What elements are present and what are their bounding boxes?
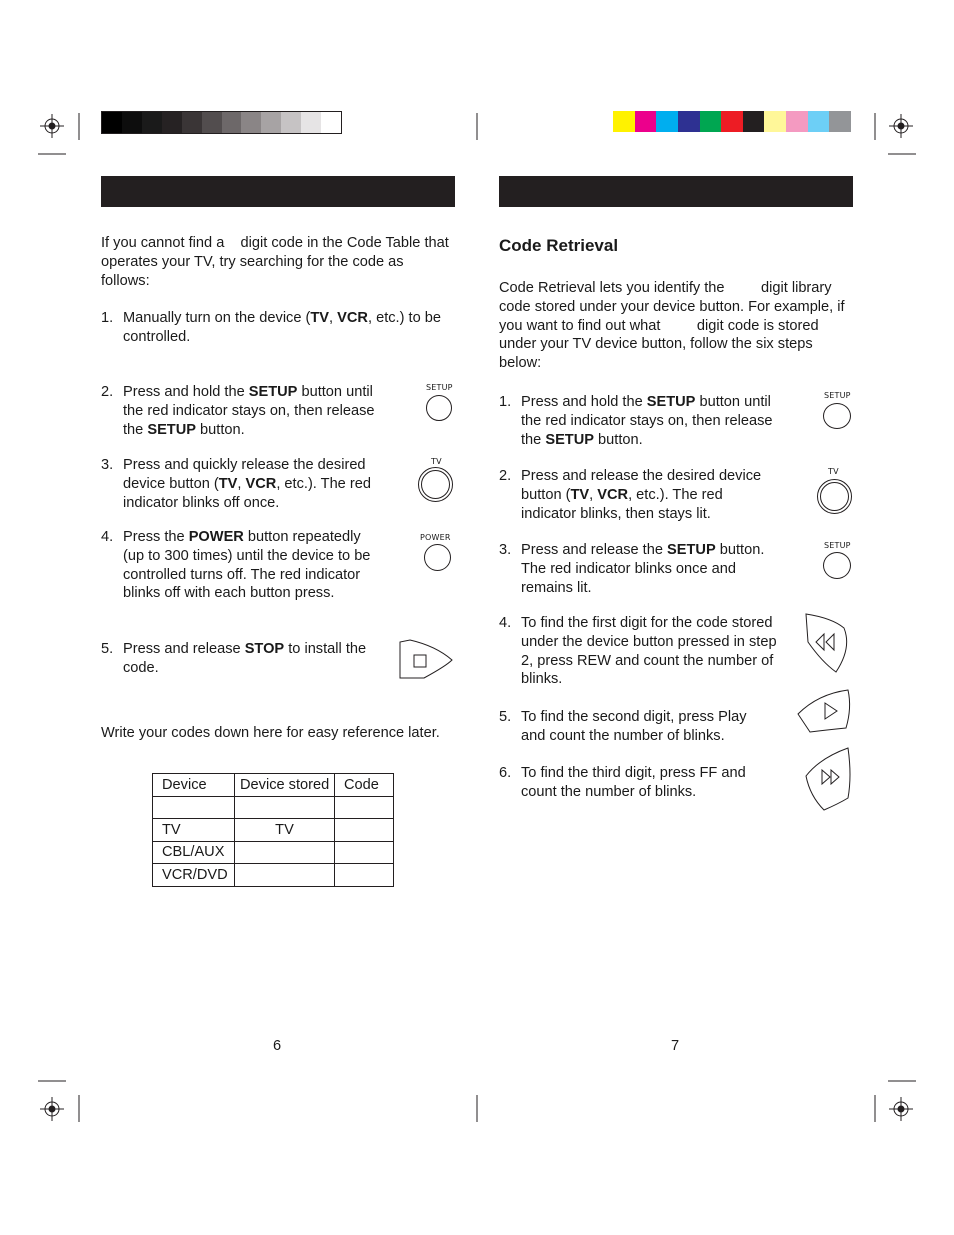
step-text: Press and hold the SETUP button until the red indicator stays on, then release the SETUP button. [123, 384, 375, 438]
color-calibration-bar [613, 111, 851, 132]
table-row [153, 864, 394, 887]
color-swatch [764, 111, 786, 132]
color-swatch [635, 111, 657, 132]
step-number: 6. [499, 765, 512, 781]
tv-icon-label: TV [828, 467, 839, 476]
table-cell: TV [235, 819, 335, 842]
step-text: Press and release STOP to install the code. [123, 641, 367, 676]
step-number: 3. [499, 542, 512, 558]
table-row [153, 819, 394, 842]
color-swatch [162, 112, 182, 133]
table-header: Device [153, 774, 235, 797]
color-swatch [656, 111, 678, 132]
step-text: To find the first digit for the code stored under the device button pressed in step 2, press REW and count the number of blinks. [521, 615, 777, 688]
power-icon-label: POWER [420, 533, 451, 542]
table-cell: VCR/DVD [153, 864, 235, 887]
table-cell [235, 841, 335, 864]
color-swatch [743, 111, 765, 132]
table-cell [153, 796, 235, 819]
step-number: 3. [101, 457, 114, 473]
setup-icon-label: SETUP [824, 541, 851, 550]
table-cell: CBL/AUX [153, 841, 235, 864]
rewind-button-icon [802, 612, 854, 676]
color-swatch [721, 111, 743, 132]
color-swatch [700, 111, 722, 132]
setup-icon-label: SETUP [824, 391, 851, 400]
color-swatch [102, 112, 122, 133]
power-button-icon [424, 544, 451, 571]
table-cell [235, 864, 335, 887]
registration-mark-top-right [889, 114, 913, 138]
color-swatch [301, 112, 321, 133]
grayscale-calibration-bar [101, 111, 342, 134]
step-number: 1. [499, 394, 512, 410]
setup-icon-label: SETUP [426, 383, 453, 392]
left-header-bar [101, 176, 455, 207]
step-number: 2. [499, 468, 512, 484]
step-text: Press and release the desired device button (TV, VCR, etc.). The red indicator blinks, then stays lit. [521, 468, 762, 522]
registration-mark-top-left [40, 114, 64, 138]
color-swatch [241, 112, 261, 133]
stop-button-icon [396, 636, 456, 684]
table-cell [335, 841, 394, 864]
registration-mark-bottom-right [889, 1097, 913, 1121]
code-table [152, 773, 394, 887]
color-swatch [786, 111, 808, 132]
step-number: 5. [101, 641, 114, 657]
table-cell [235, 796, 335, 819]
step-text: Press and quickly release the desired device button (TV, VCR, etc.). The red indicator blinks off once. [123, 457, 371, 511]
right-page-number: 7 [671, 1038, 680, 1054]
color-swatch [261, 112, 281, 133]
right-header-bar [499, 176, 853, 207]
color-swatch [182, 112, 202, 133]
step-text: To find the third digit, press FF and count the number of blinks. [521, 765, 746, 800]
table-cell: TV [153, 819, 235, 842]
setup-button-icon [426, 395, 452, 421]
right-intro: Code Retrieval lets you identify the digit library code stored under your device button. For example, if you want to find out what digit code is stored under your TV device button, follow the six steps below: [499, 280, 849, 372]
step-number: 2. [101, 384, 114, 400]
tv-icon-label: TV [431, 457, 442, 466]
play-button-icon [796, 688, 854, 734]
table-cell [335, 796, 394, 819]
table-cell [335, 819, 394, 842]
step-text: Press and hold the SETUP button until the red indicator stays on, then release the SETUP button. [521, 394, 773, 448]
fast-forward-button-icon [802, 746, 854, 812]
table-row [153, 796, 394, 819]
left-intro: If you cannot find a digit code in the Code Table that operates your TV, try searching for the code as follows: [101, 235, 453, 289]
table-cell [335, 864, 394, 887]
step-number: 4. [499, 615, 512, 631]
color-swatch [678, 111, 700, 132]
step-number: 5. [499, 709, 512, 725]
step-text: Press the POWER button repeatedly (up to 300 times) until the device to be controlled turns off. The red indicator blinks off with each button press. [123, 529, 371, 602]
table-row [153, 841, 394, 864]
tv-button-icon-inner [820, 482, 849, 511]
color-swatch [829, 111, 851, 132]
setup-button-icon [823, 552, 851, 579]
step-text: Manually turn on the device (TV, VCR, etc.) to be controlled. [123, 310, 441, 345]
table-header: Device stored [235, 774, 335, 797]
color-swatch [222, 112, 242, 133]
color-swatch [122, 112, 142, 133]
write-note: Write your codes down here for easy reference later. [101, 725, 440, 741]
step-number: 4. [101, 529, 114, 545]
color-swatch [202, 112, 222, 133]
step-number: 1. [101, 310, 114, 326]
left-page-number: 6 [273, 1038, 282, 1054]
step-text: To find the second digit, press Play and count the number of blinks. [521, 709, 747, 744]
color-swatch [808, 111, 830, 132]
tv-button-icon-inner [421, 470, 450, 499]
code-retrieval-heading: Code Retrieval [499, 236, 619, 255]
color-swatch [321, 112, 341, 133]
color-swatch [613, 111, 635, 132]
step-text: Press and release the SETUP button. The red indicator blinks once and remains lit. [521, 542, 765, 596]
setup-button-icon [823, 403, 851, 429]
color-swatch [142, 112, 162, 133]
color-swatch [281, 112, 301, 133]
registration-mark-bottom-left [40, 1097, 64, 1121]
table-header: Code [335, 774, 394, 797]
table-header-row [153, 774, 394, 797]
